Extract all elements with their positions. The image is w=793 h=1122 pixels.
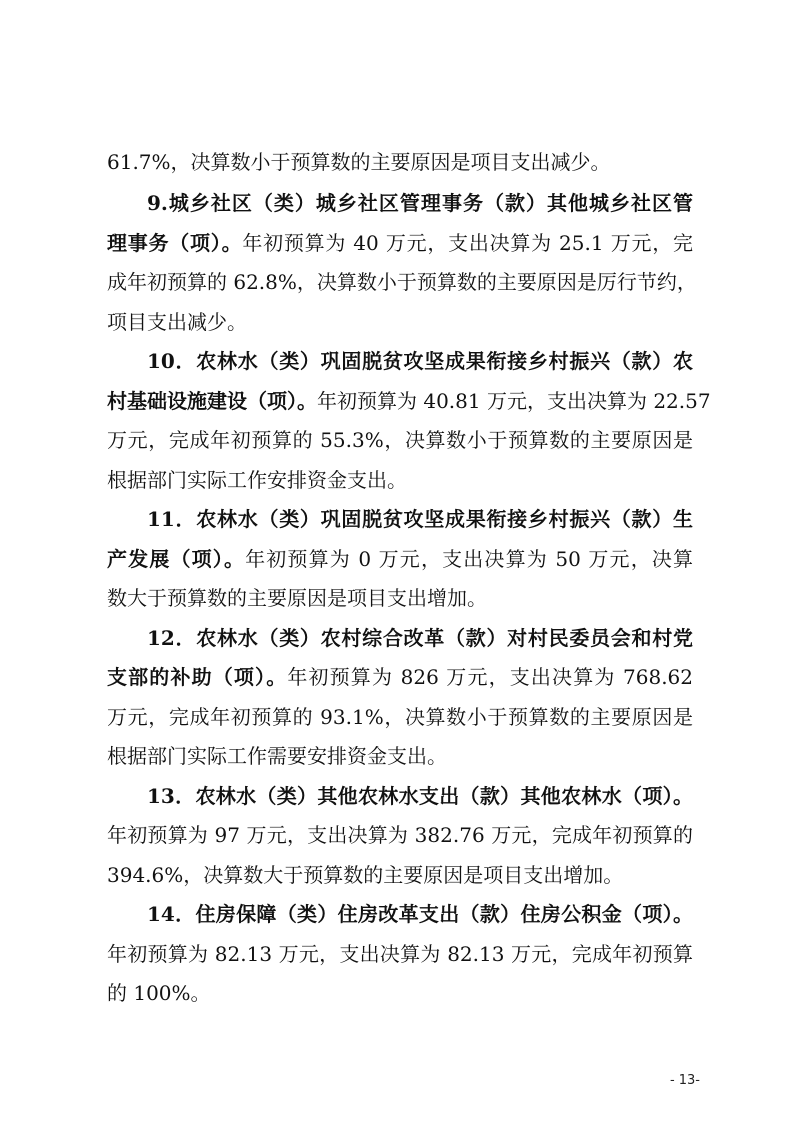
item-11-heading-line: 11．农林水（类）巩固脱贫攻坚成果衔接乡村振兴（款）生 (147, 507, 693, 531)
item-11-line: 数大于预算数的主要原因是项目支出增加。 (107, 586, 487, 610)
item-14-line: 年初预算为 82.13 万元，支出决算为 82.13 万元，完成年初预算 (107, 942, 693, 966)
item-9-heading-line: 9.城乡社区（类）城乡社区管理事务（款）其他城乡社区管 (147, 191, 693, 215)
item-12-line: 万元，完成年初预算的 93.1%，决算数小于预算数的主要原因是 (107, 705, 693, 729)
body-text-line: 61.7%，决算数小于预算数的主要原因是项目支出减少。 (107, 150, 611, 174)
item-10-heading-line: 10．农林水（类）巩固脱贫攻坚成果衔接乡村振兴（款）农 (147, 349, 693, 373)
item-9-line: 成年初预算的 62.8%，决算数小于预算数的主要原因是厉行节约， (107, 270, 697, 294)
item-13-line: 年初预算为 97 万元，支出决算为 382.76 万元，完成年初预算的 (107, 823, 693, 847)
page-number: - 13- (669, 1073, 700, 1088)
item-13-heading-line: 13．农林水（类）其他农林水支出（款）其他农林水（项）。 (147, 784, 693, 808)
item-10-line: 村基础设施建设（项）。年初预算为 40.81 万元，支出决算为 22.57 (107, 389, 711, 413)
item-10-line: 万元，完成年初预算的 55.3%，决算数小于预算数的主要原因是 (107, 428, 693, 452)
item-14-line: 的 100%。 (107, 981, 211, 1005)
item-9-line: 理事务（项）。年初预算为 40 万元，支出决算为 25.1 万元，完 (107, 231, 693, 255)
item-14-heading-line: 14．住房保障（类）住房改革支出（款）住房公积金（项）。 (147, 902, 693, 926)
item-10-line: 根据部门实际工作安排资金支出。 (107, 468, 407, 492)
item-12-heading-line: 12．农林水（类）农村综合改革（款）对村民委员会和村党 (147, 626, 693, 650)
item-12-line: 根据部门实际工作需要安排资金支出。 (107, 744, 447, 768)
item-13-line: 394.6%，决算数大于预算数的主要原因是项目支出增加。 (107, 863, 624, 887)
item-9-line: 项目支出减少。 (107, 310, 247, 334)
item-11-line: 产发展（项）。年初预算为 0 万元，支出决算为 50 万元，决算 (107, 547, 694, 571)
item-12-line: 支部的补助（项）。年初预算为 826 万元，支出决算为 768.62 (107, 665, 693, 689)
